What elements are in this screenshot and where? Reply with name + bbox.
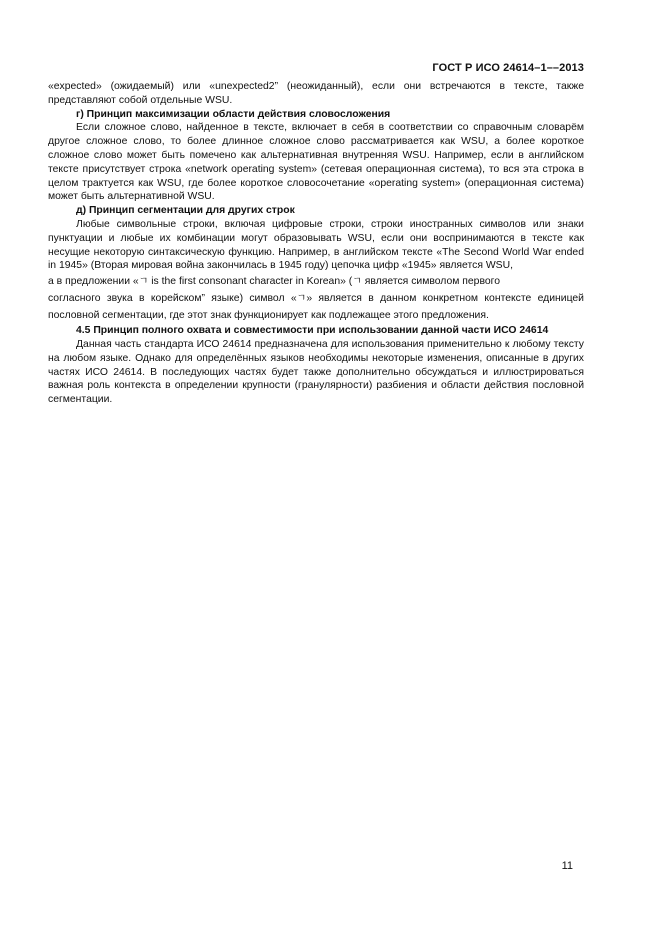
heading-d: д) Принцип сегментации для других строк (76, 205, 295, 217)
paragraph-korean-line (48, 273, 584, 290)
paragraph-compound: Если сложное слово, найденное в тексте, включает в себя в соответствии со справочным словарём другое сложное слово, то более длинное сложное слово рассматривается как WSU, а более короткое сложное слово может быть помечено как альтернативная внутренняя WSU. Например, если в английском тексте присутствует строка «network operating system» (сетевая операционная система), то вся эта строка в целом трактуется как WSU, где более короткое словосочетание «operating system» (операционная система) может быть альтернативной WSU. (48, 122, 584, 203)
heading-4-5: 4.5 Принцип полного охвата и совместимости при использовании данной части ИСО 24614 (76, 325, 549, 337)
paragraph-korean-cont (48, 290, 584, 324)
text-fragment: а в предложении « (48, 276, 139, 288)
paragraph-other-strings: Любые символьные строки, включая цифровые строки, строки иностранных символов или знаки пунктуации и любые их комбинации могут образовывать WSU, если они воспринимаются в тексте как несущие некоторую синтаксическую функцию. Например, в английском тексте «The Second World War ended in 1945» (Вторая мировая война закончилась в 1945 году) цепочка цифр «1945» является WSU, (48, 218, 584, 272)
heading-g: г) Принцип максимизации области действия словосложения (76, 108, 391, 120)
text-fragment: согласного звука в корейском” языке) символ « (48, 293, 297, 305)
document-header: ГОСТ Р ИСО 24614–1––2013 (432, 62, 584, 74)
text-fragment: является символом первого (361, 276, 500, 288)
korean-glyph: ㄱ (352, 276, 362, 288)
korean-glyph: ㄱ (296, 293, 307, 305)
text-fragment: » является в данном конкретном контексте единицей пословной сегментации, где этот знак функционирует как подлежащее этого предложения. (48, 293, 584, 322)
paragraph-expected: «expected» (ожидаемый) или «unexpected2” (неожиданный), если они встречаются в тексте, также представляют собой отдельные WSU. (48, 81, 584, 106)
page-number: 11 (561, 860, 573, 872)
document-body (48, 80, 584, 407)
paragraph-coverage: Данная часть стандарта ИСО 24614 предназначена для использования применительно к любому тексту на любом языке. Однако для определённых языков необходимы некоторые изменения, описанные в других частях ИСО 24614. В последующих частях будет также дополнительно обсуждаться и иллюстрироваться важная роль контекста в определении крупности (гранулярности) разбиения и области действия пословной сегментации. (48, 338, 584, 406)
text-fragment: is the first consonant character in Korean» ( (148, 276, 353, 288)
korean-glyph: ㄱ (138, 276, 149, 288)
